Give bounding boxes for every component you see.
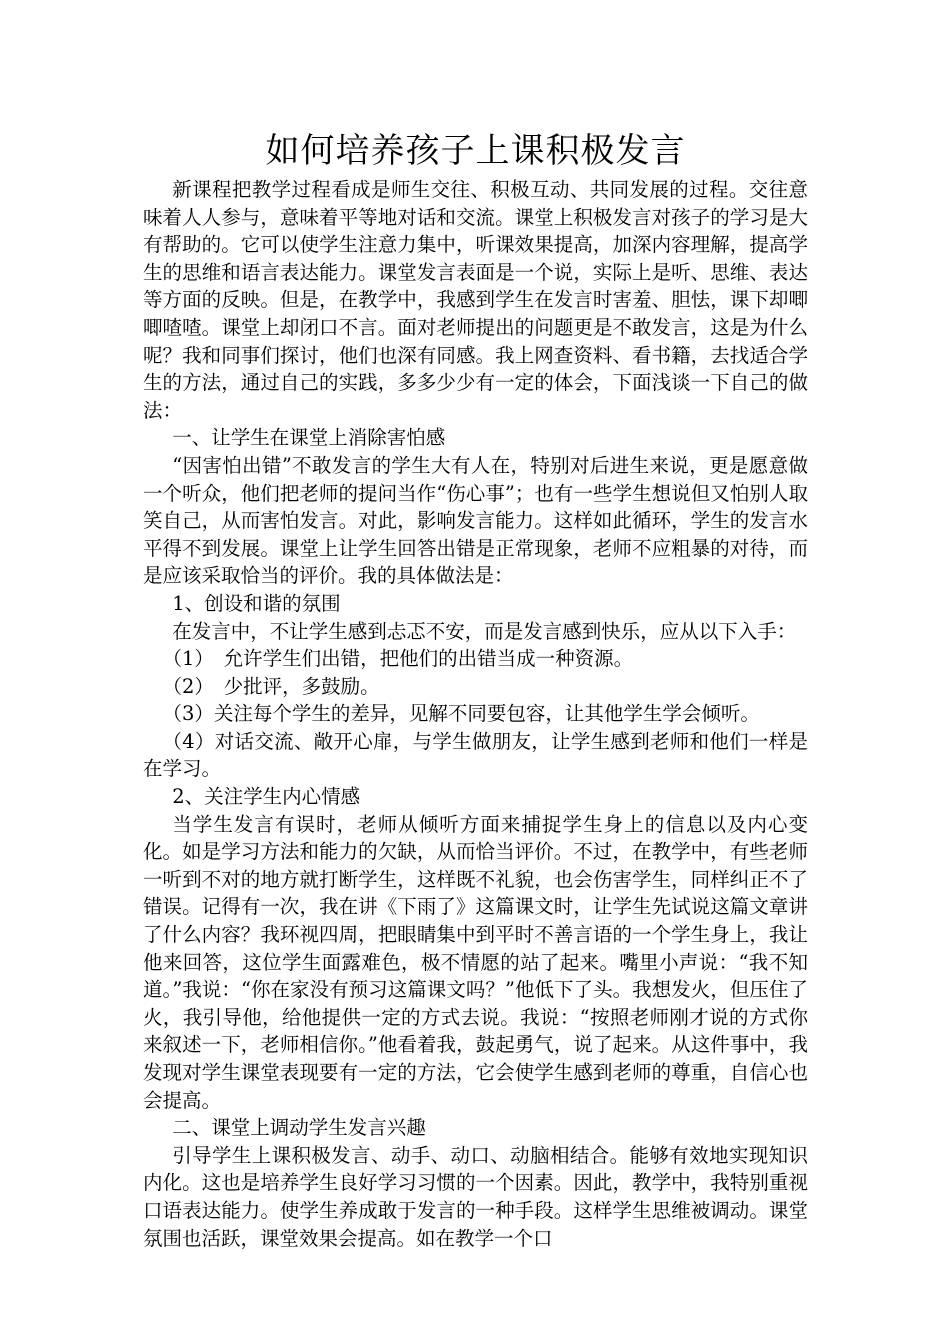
intro-paragraph: 新课程把教学过程看成是师生交往、积极互动、共同发展的过程。交往意味着人人参与，意味着平等地对话和交流。课堂上积极发言对孩子的学习是大有帮助的。它可以使学生注意力集中，听课效果提高，加深内容理解，提高学生的思维和语言表达能力。课堂发言表面是一个说，实际上是听、思维、表达等方面的反映。但是，在教学中，我感到学生在发言时害羞、胆怯，课下却唧唧喳喳。课堂上却闭口不言。面对老师提出的问题更是不敢发言，这是为什么呢？我和同事们探讨，他们也深有同感。我上网查资料、看书籍，去找适合学生的方法，通过自己的实践，多多少少有一定的体会，下面浅谈一下自己的做法： bbox=[143, 178, 808, 422]
document-title: 如何培养孩子上课积极发言 bbox=[265, 131, 686, 171]
subsection-1-paragraph: 在发言中，不让学生感到忐忑不安，而是发言感到快乐，应从以下入手： bbox=[172, 619, 797, 643]
subsection-2-paragraph: 当学生发言有误时，老师从倾听方面来捕捉学生身上的信息以及内心变化。如是学习方法和能力的欠缺，从而恰当评价。不过，在教学中，有些老师一听到不对的地方就打断学生，这样既不礼貌，也会伤害学生，同样纠正不了错误。记得有一次，我在讲《下雨了》这篇课文时，让学生先试说这篇文章讲了什么内容？我环视四周，把眼睛集中到平时不善言语的一个学生身上，我让他来回答，这位学生面露难色，极不情愿的站了起来。嘴里小声说：“我不知道。”我说：“你在家没有预习这篇课文吗？”他低下了头。我想发火，但压住了火，我引导他，给他提供一定的方式去说。我说：“按照老师刚才说的方式你来叙述一下，老师相信你。”他看着我，鼓起勇气，说了起来。从这件事中，我发现对学生课堂表现要有一定的方法，它会使学生感到老师的尊重，自信心也会提高。 bbox=[143, 812, 808, 1112]
subheading-2: 2、关注学生内心情感 bbox=[172, 785, 361, 809]
section-heading-2: 二、课堂上调动学生发言兴趣 bbox=[172, 1116, 426, 1140]
section-1-paragraph: “因害怕出错”不敢发言的学生大有人在，特别对后进生来说，更是愿意做一个听众，他们把老师的提问当作“伤心事”；也有一些学生想说但又怕别人取笑自己，从而害怕发言。对此，影响发言能力。这样如此循环，学生的发言水平得不到发展。课堂上让学生回答出错是正常现象，老师不应粗暴的对待，而是应该采取恰当的评价。我的具体做法是： bbox=[143, 453, 808, 588]
section-2-paragraph: 引导学生上课积极发言、动手、动口、动脑相结合。能够有效地实现知识内化。这也是培养学生良好学习习惯的一个因素。因此，教学中，我特别重视口语表达能力。使学生养成敢于发言的一种手段。这样学生思维被调动。课堂氛围也活跃，课堂效果会提高。如在教学一个口 bbox=[143, 1143, 808, 1250]
list-item: （2） 少批评，多鼓励。 bbox=[162, 674, 380, 698]
list-item: （3）关注每个学生的差异，见解不同要包容，让其他学生学会倾听。 bbox=[162, 702, 760, 726]
subheading-1: 1、创设和谐的氛围 bbox=[172, 591, 341, 615]
document-page bbox=[143, 128, 808, 1252]
section-heading-1: 一、让学生在课堂上消除害怕感 bbox=[172, 426, 446, 450]
list-item: （1） 允许学生们出错，把他们的出错当成一种资源。 bbox=[162, 647, 634, 671]
list-item: （4）对话交流、敞开心扉，与学生做朋友，让学生感到老师和他们一样是在学习。 bbox=[143, 729, 808, 781]
